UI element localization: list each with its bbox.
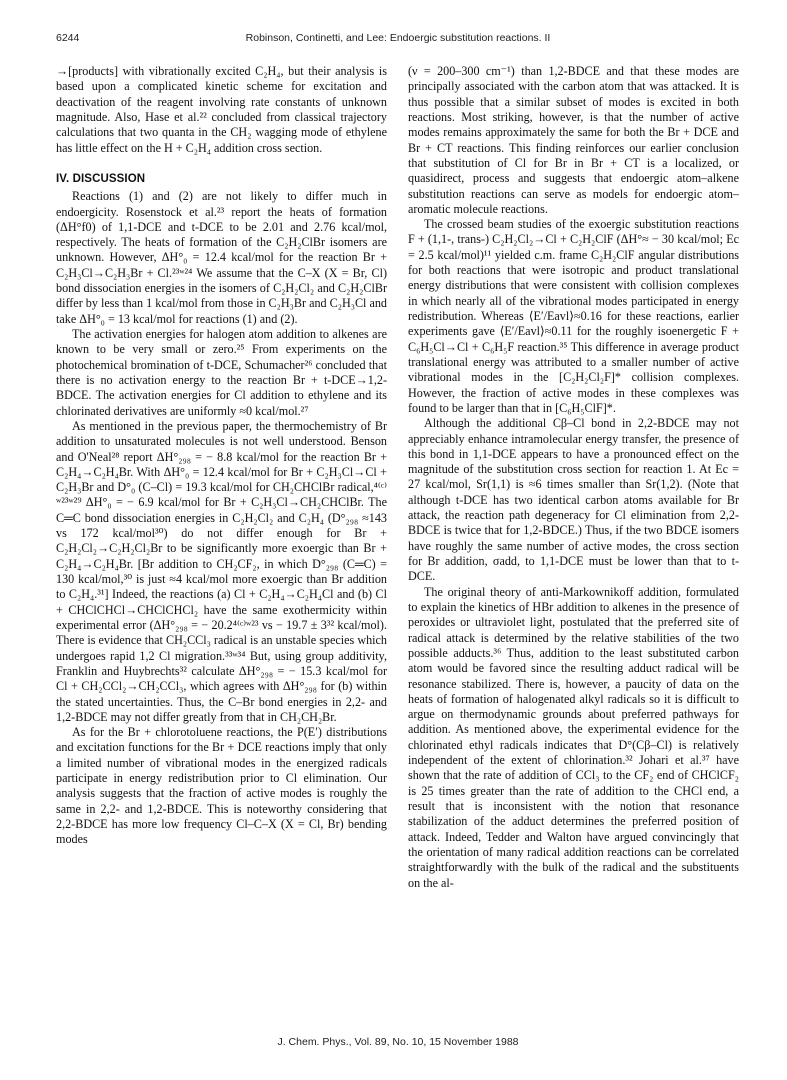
right-column <box>408 64 739 891</box>
page-number: 6244 <box>56 32 80 44</box>
page-header <box>56 32 740 48</box>
continued-paragraph: (ν = 200–300 cm⁻¹) than 1,2-BDCE and that these modes are principally associated with the carbon atom that was attacked. It is thus possible that a similar subset of modes is excited in both reactions. Most striking, however, is that the number of active modes remains approximately the same for both the Br + DCE and Br + CT reactions. This finding reinforces our earlier conclusion that substitution of Cl for Br in Br + CT is a localized, or quasidirect, process and suggests that endoergic atom–alkene substitution reactions can serve as models for endoergic atom–aromatic molecule reactions. <box>408 64 739 216</box>
discussion-paragraph-7: The original theory of anti-Markownikoff addition, formulated to explain the kinetics of HBr addition to alkenes in the presence of peroxides or ultraviolet light, postulated that the preferred site of radical attack is determined by the relative stabilities of the two possible adducts.³⁶ Thus, addition to the least substituted carbon atom would be favored since the resulting adduct radical will be resonance stabilized. There is, however, a paucity of data on the heats of formation of halogenated alkyl radicals so it is difficult to argue on thermodynamic grounds about preferred pathways for addition. As mentioned above, the experimental evidence for the chlorinated ethyl radicals indicates that D°(Cβ–Cl) is relatively independent of the extent of chlorination.³² Johari et al.³⁷ have shown that the rate of addition of CCl₃ to the CF₂ end of CHClCF₂ is 25 times greater than the rate of addition to the CHCl end, a result that is inconsistent with the notion that resonance stabilization of the adduct determines the preferred position of attack. Indeed, Tedder and Walton have argued convincingly that the orientation of many radical addition reactions can be correlated straightforwardly with the bulk of the radical and the substituents on the al- <box>408 584 739 890</box>
journal-footer: J. Chem. Phys., Vol. 89, No. 10, 15 November 1988 <box>277 1036 519 1048</box>
discussion-paragraph-4: As for the Br + chlorotoluene reactions, the P(E′) distributions and excitation functions for the Br + DCE reactions imply that only a limited number of vibrational modes in the energized radicals participate in energy redistribution prior to Cl elimination. Our analysis suggests that the fraction of active modes is roughly the same in 2,2- and 1,2-BDCE. This is noteworthy considering that 2,2-BDCE has more low frequency Cl–C–X (X = Cl, Br) bending modes <box>56 725 387 847</box>
discussion-paragraph-6: Although the additional Cβ–Cl bond in 2,2-BDCE may not appreciably enhance intramolecular energy transfer, the presence of this bond in 1,1-DCE appears to have a pronounced effect on the magnitude of the substitution cross section for reaction 1. At Ec = 27 kcal/mol, Sr(1,1) is ≈6 times smaller than Sr(1,2). (Note that although t-DCE has two identical carbon atoms available for Br attack, the reaction path degeneracy for Cl elimination from 2,2-BDCE is twice that for 1,2-BDCE.) Thus, if the two BDCE isomers have roughly the same number of active modes, the cross section for Br addition, σadd, to 1,1-DCE must be lower than that to t-DCE. <box>408 416 739 584</box>
section-heading: IV. DISCUSSION <box>56 172 146 185</box>
discussion-paragraph-1: Reactions (1) and (2) are not likely to differ much in endoergicity. Rosenstock et al.²³ report the heats of formation (ΔH°f0) of 1,1-DCE and t-DCE to be 2.01 and 2.76 kcal/mol, respectively. The heats of formation of the C₂H₂ClBr isomers are unknown. However, ΔH°₀ = 12.4 kcal/mol for the reaction Br + C₂H₃Cl→C₂H₃Br + Cl.²³ʷ²⁴ We assume that the C–X (X = Br, Cl) bond dissociation energies in the isomers of C₂H₂Cl₂ and C₂H₂ClBr differ by less than 1 kcal/mol from those in C₂H₃Br and C₂H₃Cl and take ΔH°₀ = 13 kcal/mol for reactions (1) and (2). <box>56 189 387 326</box>
discussion-paragraph-5: The crossed beam studies of the exoergic substitution reactions F + (1,1-, trans-) C₂H₂Cl₂→Cl + C₂H₂ClF (ΔH°≈ − 30 kcal/mol; Ec = 2.5 kcal/mol)¹¹ yielded c.m. frame C₂H₂ClF angular distributions for both reactions that were isotropic and product translational energy distributions that were consistent with collision complexes in which nearly all of the vibrational modes participated in energy redistribution. Whereas ⟨E′/Eavl⟩≈0.16 for these reactions, earlier experiments gave ⟨E′/Eavl⟩≈0.11 for the roughly isoenergetic F + C₆H₅Cl→Cl + C₆H₅F reaction.³⁵ This difference in average product translational energy was attributed to a smaller number of active vibrational modes in the [C₂H₂Cl₂F]* collision complexes. However, the fraction of active modes in these complexes was found to be larger than that in [C₆H₅ClF]*. <box>408 217 739 415</box>
discussion-paragraph-2: The activation energies for halogen atom addition to alkenes are known to be very small or zero.²⁵ From experiments on the photochemical bromination of t-DCE, Schumacher²⁶ concluded that there is no activation energy to the reaction Br + t-DCE→1,2-BDCE. The activation energies for Cl addition to ethylene and its chlorinated derivatives are uniformly ≈0 kcal/mol.²⁷ <box>56 327 387 418</box>
left-column <box>56 64 387 848</box>
running-title: Robinson, Continetti, and Lee: Endoergic substitution reactions. II <box>245 32 551 44</box>
intro-paragraph: →[products] with vibrationally excited C₂H₄, but their analysis is based upon a complicated kinetic scheme for excitation and deactivation of the reagent involving rate constants of unknown magnitude. Also, Hase et al.²² concluded from classical trajectory calculations that two quanta in the CH₂ wagging mode of ethylene has little effect on the H + C₂H₄ addition cross section. <box>56 64 387 155</box>
discussion-paragraph-3: As mentioned in the previous paper, the thermochemistry of Br addition to unsaturated molecules is not well understood. Benson and O'Neal²⁸ report ΔH°₂₉₈ = − 8.8 kcal/mol for the reaction Br + C₂H₄→C₂H₄Br. With ΔH°₀ = 12.4 kcal/mol for Br + C₂H₃Cl→Cl + C₂H₃Br and D°₀ (C–Cl) = 19.3 kcal/mol for CH₂CHClBr radical,⁴⁽ᶜ⁾ʷ²³ʷ²⁹ ΔH°₀ = − 6.9 kcal/mol for Br + C₂H₃Cl→CH₂CHClBr. The C═C bond dissociation energies in C₂H₂Cl₂ and C₂H₄ (D°₂₉₈ ≈143 vs 172 kcal/mol³⁰) do not differ enough for Br + C₂H₂Cl₂→C₂H₂Cl₂Br to be significantly more exoergic than Br + C₂H₄→C₂H₄Br. [Br addition to CH₂CF₂, in which D°₂₉₈ (C═C) = 130 kcal/mol,³⁰ is just ≈4 kcal/mol more exoergic than Br addition to C₂H₄.³¹] Indeed, the reactions (a) Cl + C₂H₄→C₂H₄Cl and (b) Cl + CHClCHCl→CHClCHCl₂ have the same exothermicity within experimental error (ΔH°₂₉₈ = − 20.2⁴⁽ᶜ⁾ʷ²³ vs − 19.7 ± 3³² kcal/mol). There is evidence that CH₂CCl₃ radical is an unstable species which undergoes rapid 1,2 Cl migration.³³ʷ³⁴ But, using group additivity, Franklin and Huybrechts³² calculate ΔH°₂₉₈ = − 15.3 kcal/mol for Cl + CH₂CCl₂→CH₂CCl₃, which agrees with ΔH°₂₉₈ for (b) within the stated uncertainties. Thus, the C–Br bond energies in 2,2- and 1,2-BDCE may not differ greatly from that in CH₂CH₂Br. <box>56 418 387 724</box>
